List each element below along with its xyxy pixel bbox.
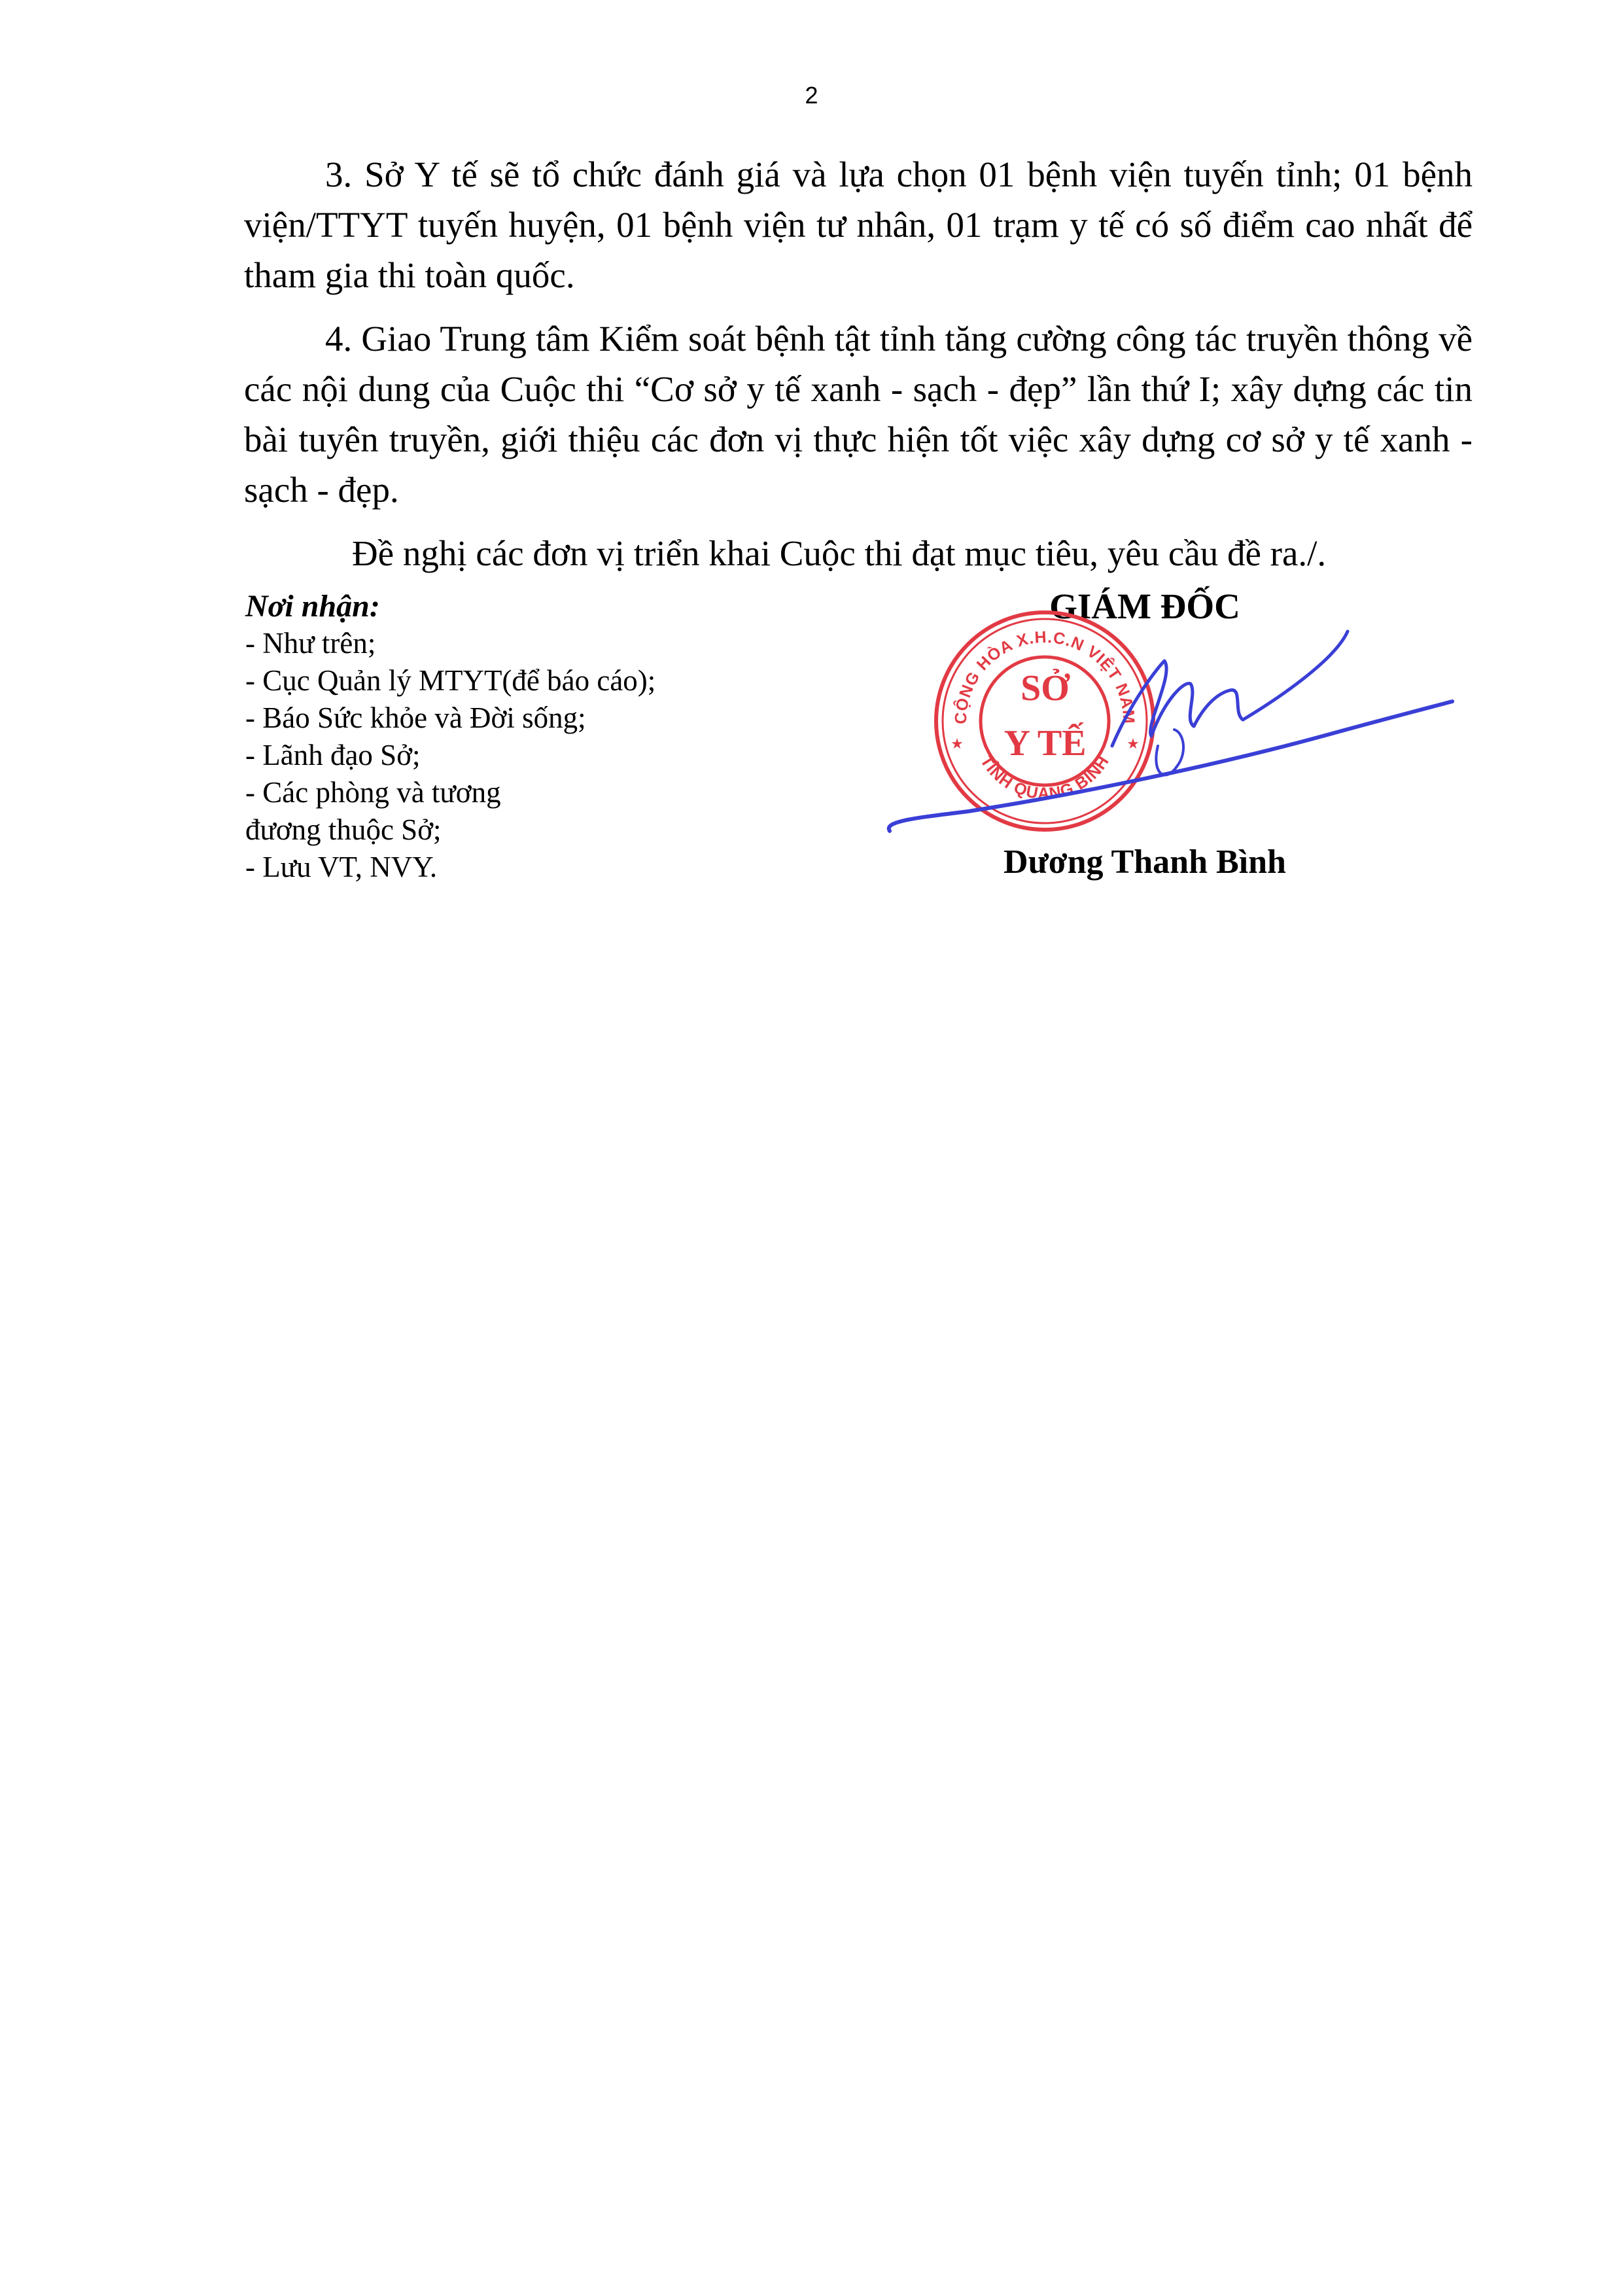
- recipients-block: [245, 588, 782, 886]
- document-body: [244, 149, 1473, 578]
- recipients-list: [245, 625, 782, 886]
- recipient-item: - Như trên;: [245, 627, 376, 660]
- page-number: 2: [805, 82, 818, 109]
- signature-main-stroke: [889, 701, 1452, 831]
- seal-top-text: CỘNG HÒA X.H.C.N VIỆT NAM: [951, 627, 1138, 725]
- paragraph-3: 3. Sở Y tế sẽ tổ chức đánh giá và lựa chọn 01 bệnh viện tuyến tỉnh; 01 bệnh viện/TTYT tuyến huyện, 01 bệnh viện tư nhân, 01 trạm y tế có số điểm cao nhất để tham gia thi toàn quốc.: [244, 154, 1473, 295]
- recipients-title: Nơi nhận:: [245, 589, 380, 624]
- recipient-item: - Báo Sức khỏe và Đời sống;: [245, 701, 586, 734]
- signer-title: GIÁM ĐỐC: [1049, 586, 1240, 626]
- seal-line-2: Y TẾ: [1003, 723, 1087, 764]
- recipient-item: đương thuộc Sở;: [245, 813, 442, 846]
- recipient-item: - Các phòng và tương: [245, 776, 501, 809]
- closing-sentence: Đề nghị các đơn vị triển khai Cuộc thi đạt mục tiêu, yêu cầu đề ra./.: [352, 533, 1327, 573]
- seal-line-1: SỞ: [1021, 668, 1070, 709]
- signer-name: Dương Thanh Bình: [1003, 843, 1286, 881]
- seal-star-left-icon: ★: [951, 736, 964, 752]
- signature-loop-stroke: [1156, 730, 1183, 775]
- seal-star-right-icon: ★: [1126, 736, 1140, 752]
- paragraph-4: 4. Giao Trung tâm Kiểm soát bệnh tật tỉnh tăng cường công tác truyền thông về các nội dung của Cuộc thi “Cơ sở y tế xanh - sạch - đẹp” lần thứ I; xây dựng các tin bài tuyên truyền, giới thiệu các đơn vị thực hiện tốt việc xây dựng cơ sở y tế xanh - sạch - đẹp.: [244, 319, 1473, 510]
- handwritten-signature-icon: [877, 622, 1478, 857]
- recipient-item: - Lưu VT, NVY.: [245, 851, 438, 883]
- signature-flourish-stroke: [1112, 631, 1348, 746]
- recipient-item: - Lãnh đạo Sở;: [245, 739, 421, 771]
- seal-bottom-text: TỈNH QUẢNG BÌNH: [976, 752, 1113, 804]
- recipient-item: - Cục Quản lý MTYT(để báo cáo);: [245, 664, 656, 697]
